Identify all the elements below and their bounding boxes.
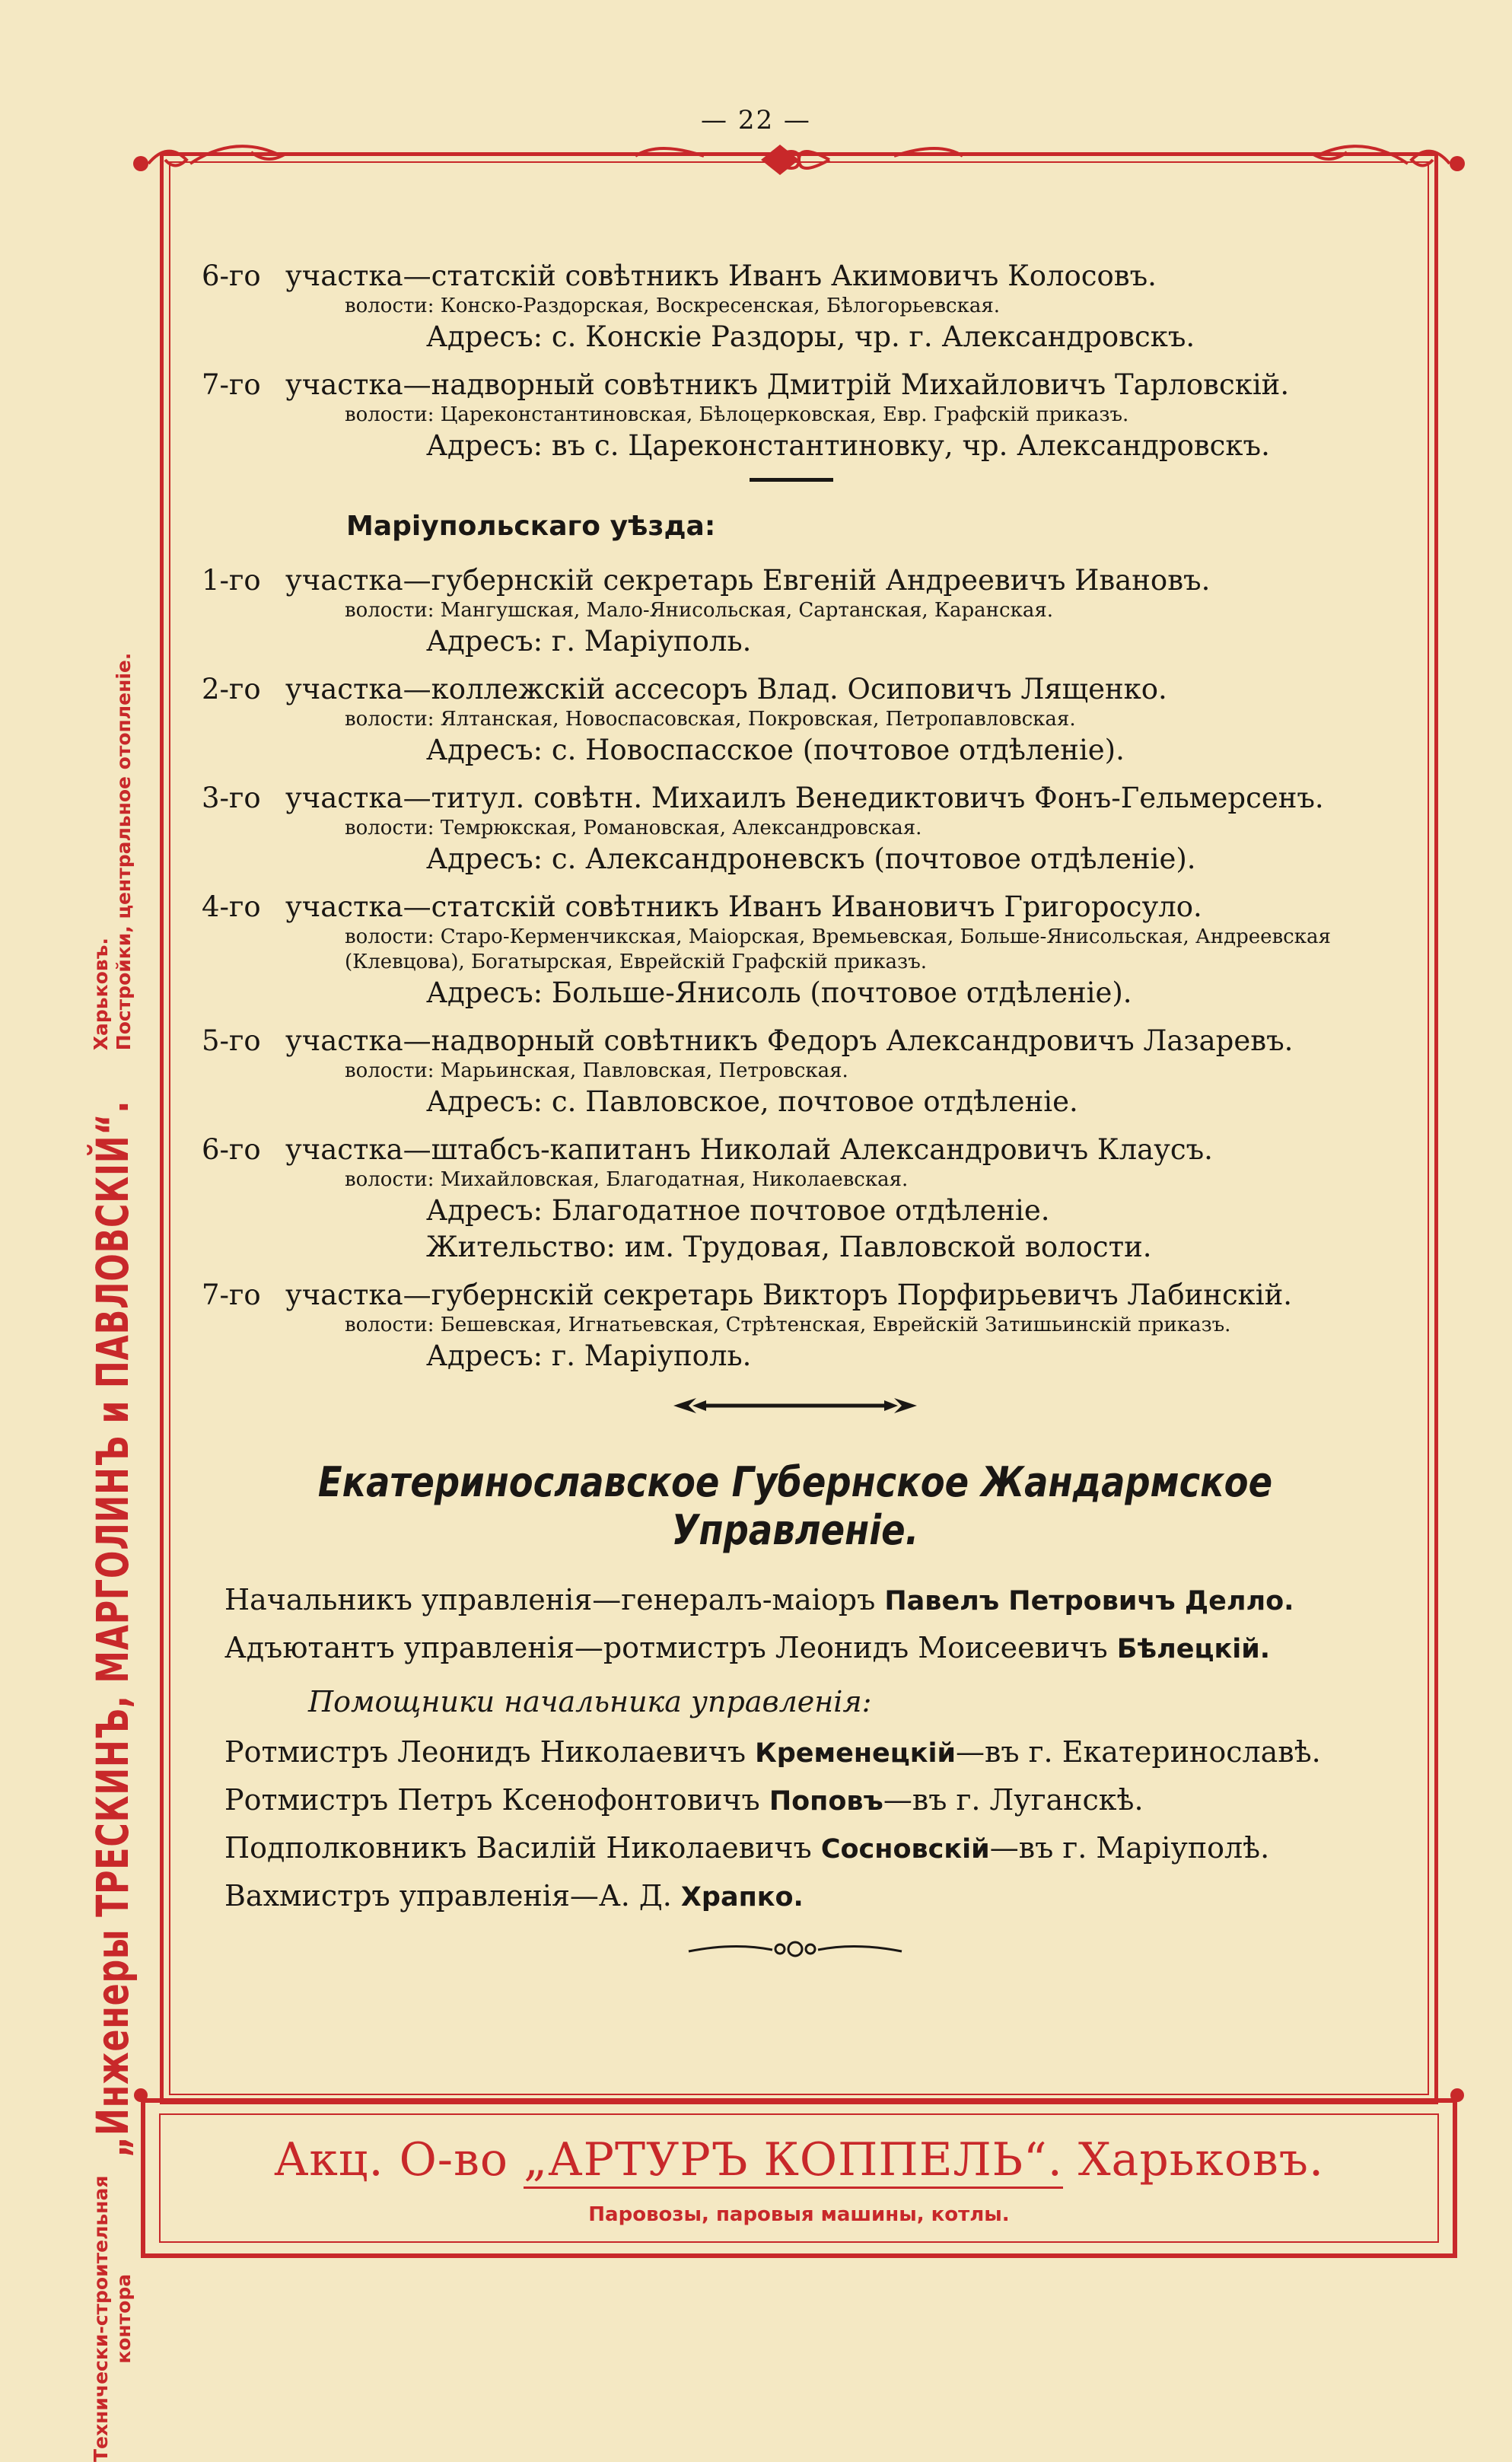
list-item: Ротмистръ Леонидъ Николаевичъ Кременецкій—въ г. Екатеринославѣ. — [224, 1735, 1321, 1769]
side-ad-small-left: Технически-строительная контора — [90, 2175, 135, 2462]
page-number: — 22 — — [701, 105, 811, 135]
list-item: 4-го участка—статскій совѣтникъ Иванъ Ивановичъ Григоросуло. волости: Старо-Керменчикская, Маіорская, Времьевская, Больше-Янисольская, Андреевская (Клевцова), Богатырская, Еврейскій Графскій приказъ. Адресъ: Больше-Янисоль (почтовое отдѣленіе). — [202, 890, 1331, 1009]
top-ornament-icon — [126, 137, 1472, 190]
bottom-advertisement — [141, 2098, 1457, 2258]
adjutant-line: Адъютантъ управленія—ротмистръ Леонидъ Моисеевичъ Бѣлецкій. — [224, 1631, 1271, 1664]
list-item: 7-го участка—губернскій секретарь Викторъ Порфирьевичъ Лабинскій. волости: Бешевская, Игнатьевская, Стрѣтенская, Еврейскій Затишьинскій приказъ. Адресъ: г. Маріуполь. — [202, 1279, 1293, 1372]
list-item: 1-го участка—губернскій секретарь Евгеній Андреевичъ Ивановъ. волости: Мангушская, Мало-Янисольская, Сартанская, Каранская. Адресъ: г. Маріуполь. — [202, 564, 1211, 658]
list-item: Вахмистръ управленія—А. Д. Храпко. — [224, 1879, 804, 1913]
section-heading: Екатеринославское Губернское Жандармское Управленіе. — [317, 1458, 1273, 1554]
list-item: 6-го участка—штабсъ-капитанъ Николай Александровичъ Клаусъ. волости: Михайловская, Благодатная, Николаевская. Адресъ: Благодатное почтовое отдѣленіе. Жительство: им. Трудовая, Павловской волости. — [202, 1133, 1213, 1263]
list-item: 5-го участка—надворный совѣтникъ Федоръ Александровичъ Лазаревъ. волости: Марьинская, Павловская, Петровская. Адресъ: с. Павловское, почтовое отдѣленіе. — [202, 1024, 1294, 1118]
ad-company-line: Акц. О-во „АРТУРЪ КОППЕЛЬ“. Харьковъ. — [145, 2133, 1453, 2186]
list-item: Подполковникъ Василій Николаевичъ Сосновскій—въ г. Маріуполѣ. — [224, 1831, 1270, 1865]
list-item: 6-го участка—статскій совѣтникъ Иванъ Акимовичъ Колосовъ. волости: Конско-Раздорская, Воскресенская, Бѣлогорьевская. Адресъ: с. Конскіе Раздоры, чр. г. Александровскъ. — [202, 260, 1195, 353]
arrow-divider-icon — [670, 1394, 921, 1417]
section-divider — [750, 478, 833, 482]
side-advertisement — [87, 103, 138, 2462]
chief-line: Начальникъ управленія—генералъ-маіоръ Павелъ Петровичъ Делло. — [224, 1583, 1294, 1616]
flourish-divider-icon — [681, 1938, 909, 1960]
list-item: 2-го участка—коллежскій ассесоръ Влад. Осиповичъ Лященко. волости: Ялтанская, Новоспасовская, Покровская, Петропавловская. Адресъ: с. Новоспасское (почтовое отдѣленіе). — [202, 673, 1167, 766]
side-ad-small-right: Харьковъ. Постройки, центральное отопленіе. — [90, 652, 135, 1051]
list-item: 3-го участка—титул. совѣтн. Михаилъ Венедиктовичъ Фонъ-Гельмерсенъ. волости: Темрюкская, Романовская, Александровская. Адресъ: с. Александроневскъ (почтовое отдѣленіе). — [202, 782, 1324, 875]
main-content — [202, 259, 1389, 1960]
assistants-heading: Помощники начальника управленія: — [308, 1685, 872, 1718]
side-ad-company-name: „Инженеры ТРЕСКИНЪ, МАРГОЛИНЪ и ПАВЛОВСКIЙ“. — [87, 1100, 138, 2158]
list-item: Ротмистръ Петръ Ксенофонтовичъ Поповъ—въ г. Луганскѣ. — [224, 1783, 1144, 1817]
list-item: 7-го участка—надворный совѣтникъ Дмитрій Михайловичъ Тарловскій. волости: Цареконстантиновская, Бѣлоцерковская, Евр. Графскій приказъ. Адресъ: въ с. Цареконстантиновку, чр. Александровскъ. — [202, 368, 1290, 462]
ad-products: Паровозы, паровыя машины, котлы. — [588, 2203, 1010, 2226]
section-heading: Маріупольскаго уѣзда: — [346, 511, 716, 542]
